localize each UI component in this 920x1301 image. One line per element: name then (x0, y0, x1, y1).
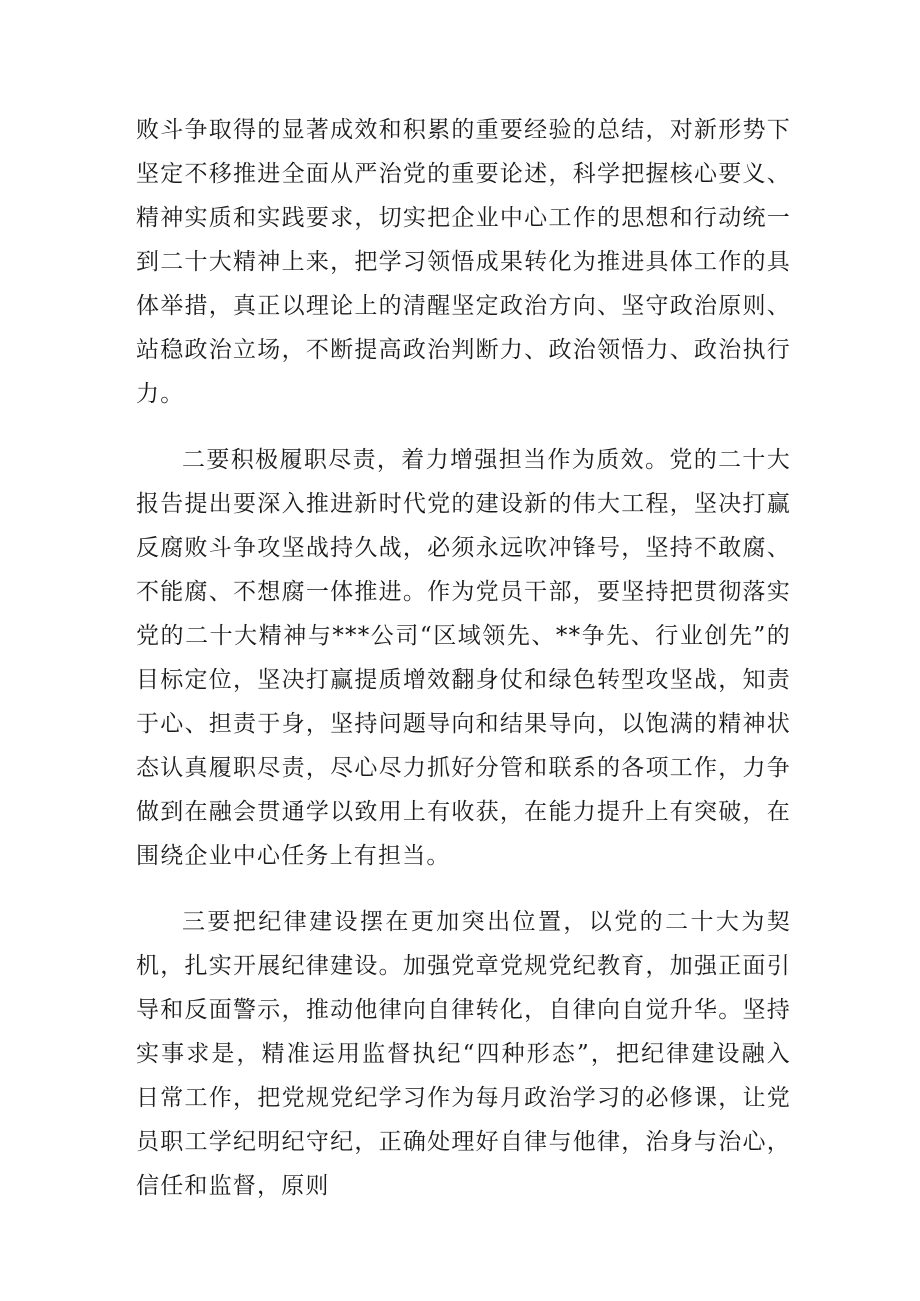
paragraph-1: 败斗争取得的显著成效和积累的重要经验的总结，对新形势下坚定不移推进全面从严治党的重要论述，科学把握核心要义、精神实质和实践要求，切实把企业中心工作的思想和行动统一到二十大精神上来，把学习领悟成果转化为推进具体工作的具体举措，真正以理论上的清醒坚定政治方向、坚守政治原则、站稳政治立场，不断提高政治判断力、政治领悟力、政治执行力。 (136, 117, 791, 407)
paragraph-2: 二要积极履职尽责，着力增强担当作为质效。党的二十大报告提出要深入推进新时代党的建设新的伟大工程，坚决打赢反腐败斗争攻坚战持久战，必须永远吹冲锋号，坚持不敢腐、不能腐、不想腐一体推进。作为党员干部，要坚持把贯彻落实党的二十大精神与***公司“区域领先、**争先、行业创先”的目标定位，坚决打赢提质增效翻身仗和绿色转型攻坚战，知责于心、担责于身，坚持问题导向和结果导向，以饱满的精神状态认真履职尽责，尽心尽力抓好分管和联系的各项工作，力争做到在融会贯通学以致用上有收获，在能力提升上有突破，在围绕企业中心任务上有担当。 (136, 447, 791, 869)
paragraph-3: 三要把纪律建设摆在更加突出位置，以党的二十大为契机，扎实开展纪律建设。加强党章党规党纪教育，加强正面引导和反面警示，推动他律向自律转化，自律向自觉升华。坚持实事求是，精准运用监督执纪“四种形态”，把纪律建设融入日常工作，把党规党纪学习作为每月政治学习的必修课，让党员职工学纪明纪守纪，正确处理好自律与他律，治身与治心，信任和监督，原则 (136, 909, 791, 1199)
document-body (136, 108, 791, 1208)
